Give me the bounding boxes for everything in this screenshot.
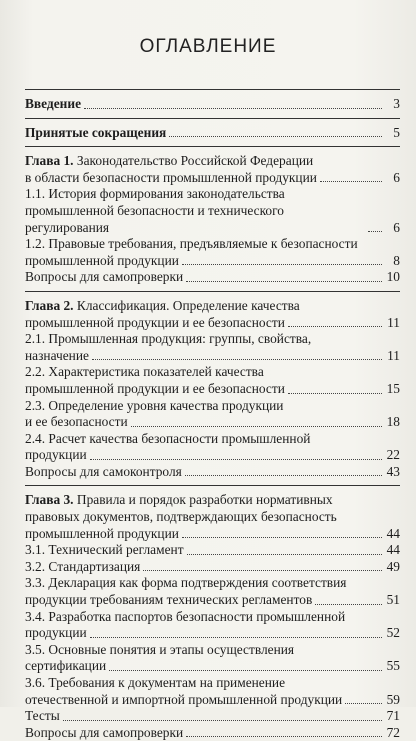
dot-leader: [92, 359, 382, 360]
toc-entry-line: 3.5. Основные понятия и этапы осуществления: [25, 641, 295, 657]
toc-entry-label: Введение: [25, 96, 82, 111]
toc-entry-line: 3.1. Технический регламент: [25, 542, 184, 558]
toc-page-number: 3: [393, 96, 400, 111]
toc-page-number: 44: [386, 542, 400, 558]
chapter-2: [25, 298, 400, 481]
dot-leader: [131, 426, 382, 427]
toc-page-number: 5: [393, 124, 400, 140]
toc-entry-line: 2.3. Определение уровня качества продукции: [25, 397, 284, 413]
toc-entry-line: 3.3. Декларация как форма подтверждения соответствия: [25, 575, 347, 591]
dot-leader: [109, 670, 382, 671]
toc-entry-line: промышленной продукции и ее безопасности: [25, 380, 285, 396]
toc-entry-line: продукции требованиям технических регламентов: [25, 592, 313, 608]
toc-entry-abbreviations: [25, 125, 400, 142]
dot-leader: [185, 475, 382, 476]
chapter-title-line: в области безопасности промышленной продукции: [25, 169, 317, 185]
dot-leader: [182, 264, 382, 265]
divider: [25, 485, 400, 486]
dot-leader: [90, 459, 382, 460]
dot-leader: [187, 554, 382, 555]
chapter-title-line: правовых документов, подтверждающих безопасность: [25, 509, 337, 525]
toc-entry-line: Вопросы для самопроверки: [25, 724, 184, 740]
toc-entry-line: и ее безопасности: [25, 414, 128, 430]
toc-page-number: 72: [386, 724, 400, 740]
toc-entry-line: 3.4. Разработка паспортов безопасности промышленной: [25, 608, 346, 624]
dot-leader: [90, 637, 382, 638]
dot-leader: [288, 393, 382, 394]
toc-entry-label: Принятые сокращения: [25, 124, 167, 140]
toc-page-number: 71: [386, 708, 400, 724]
toc-page-number: 59: [386, 691, 400, 707]
toc-entry-line: отечественной и импортной промышленной продукции: [25, 691, 343, 707]
dot-leader: [186, 736, 382, 737]
chapter-title-line: промышленной продукции и ее безопасности: [25, 314, 285, 330]
toc-entry-line: 2.1. Промышленная продукция: группы, свойства,: [25, 331, 312, 347]
chapter-label: Глава 1.: [25, 153, 74, 169]
chapter-title-line: Законодательство Российской Федерации: [76, 153, 314, 169]
dot-leader: [186, 281, 382, 282]
dot-leader: [63, 720, 382, 721]
chapter-label: Глава 3.: [25, 492, 74, 508]
dot-leader: [169, 136, 382, 137]
toc-page-number: 11: [387, 314, 400, 330]
toc-page-number: 55: [386, 658, 400, 674]
toc-entry-intro: [25, 96, 400, 113]
dot-leader: [320, 181, 382, 182]
toc-page-number: 6: [393, 219, 400, 235]
dot-leader: [288, 326, 382, 327]
divider: [25, 146, 400, 147]
toc-entry-line: продукции: [25, 447, 87, 463]
divider: [25, 291, 400, 292]
dot-leader: [368, 231, 382, 232]
toc-page-number: 11: [387, 347, 400, 363]
toc-entry-line: назначение: [25, 347, 89, 363]
dot-leader: [84, 108, 382, 109]
toc-entry-line: 1.2. Правовые требования, предъявляемые к безопасности: [25, 236, 358, 252]
chapter-title-line: промышленной продукции: [25, 525, 179, 541]
toc-entry-line: 3.2. Стандартизация: [25, 558, 141, 574]
toc-page-number: 6: [393, 169, 400, 185]
page-title: ОГЛАВЛЕНИЕ: [139, 36, 277, 57]
toc-entry-line: промышленной безопасности и технического регулирования: [25, 202, 284, 235]
chapter-title-line: Правила и порядок разработки нормативных: [76, 492, 333, 508]
toc-entry-line: Тесты: [25, 708, 60, 724]
toc-entry-line: продукции: [25, 625, 87, 641]
chapter-1: [25, 153, 400, 286]
toc-page-number: 43: [386, 463, 400, 479]
divider: [25, 89, 400, 90]
toc-entry-line: сертификации: [25, 658, 107, 674]
chapter-label: Глава 2.: [25, 297, 74, 313]
toc-entry-line: 2.2. Характеристика показателей качества: [25, 364, 264, 380]
dot-leader: [143, 570, 382, 571]
dot-leader: [345, 703, 382, 704]
chapter-3: [25, 492, 400, 741]
toc-page-number: 51: [386, 592, 400, 608]
divider: [25, 118, 400, 119]
toc-page-number: 10: [386, 269, 400, 285]
chapter-title-line: Классификация. Определение качества: [76, 297, 300, 313]
dot-leader: [182, 537, 382, 538]
toc-entry-line: Вопросы для самопроверки: [25, 269, 184, 285]
dot-leader: [315, 604, 382, 605]
toc-entry-line: Вопросы для самоконтроля: [25, 463, 182, 479]
toc-page-number: 15: [386, 380, 400, 396]
toc-page-number: 22: [386, 447, 400, 463]
toc-entry-line: 3.6. Требования к документам на применение: [25, 675, 286, 690]
toc-page-number: 8: [393, 252, 400, 268]
toc-entry-line: промышленной продукции: [25, 252, 179, 268]
toc-entry-line: 2.4. Расчет качества безопасности промышленной: [25, 430, 311, 446]
toc-page-number: 49: [386, 558, 400, 574]
toc-page-number: 18: [386, 414, 400, 430]
toc-page-number: 52: [386, 625, 400, 641]
table-of-contents: [25, 84, 400, 741]
toc-page-number: 44: [386, 525, 400, 541]
toc-entry-line: 1.1. История формирования законодательства: [25, 186, 285, 202]
